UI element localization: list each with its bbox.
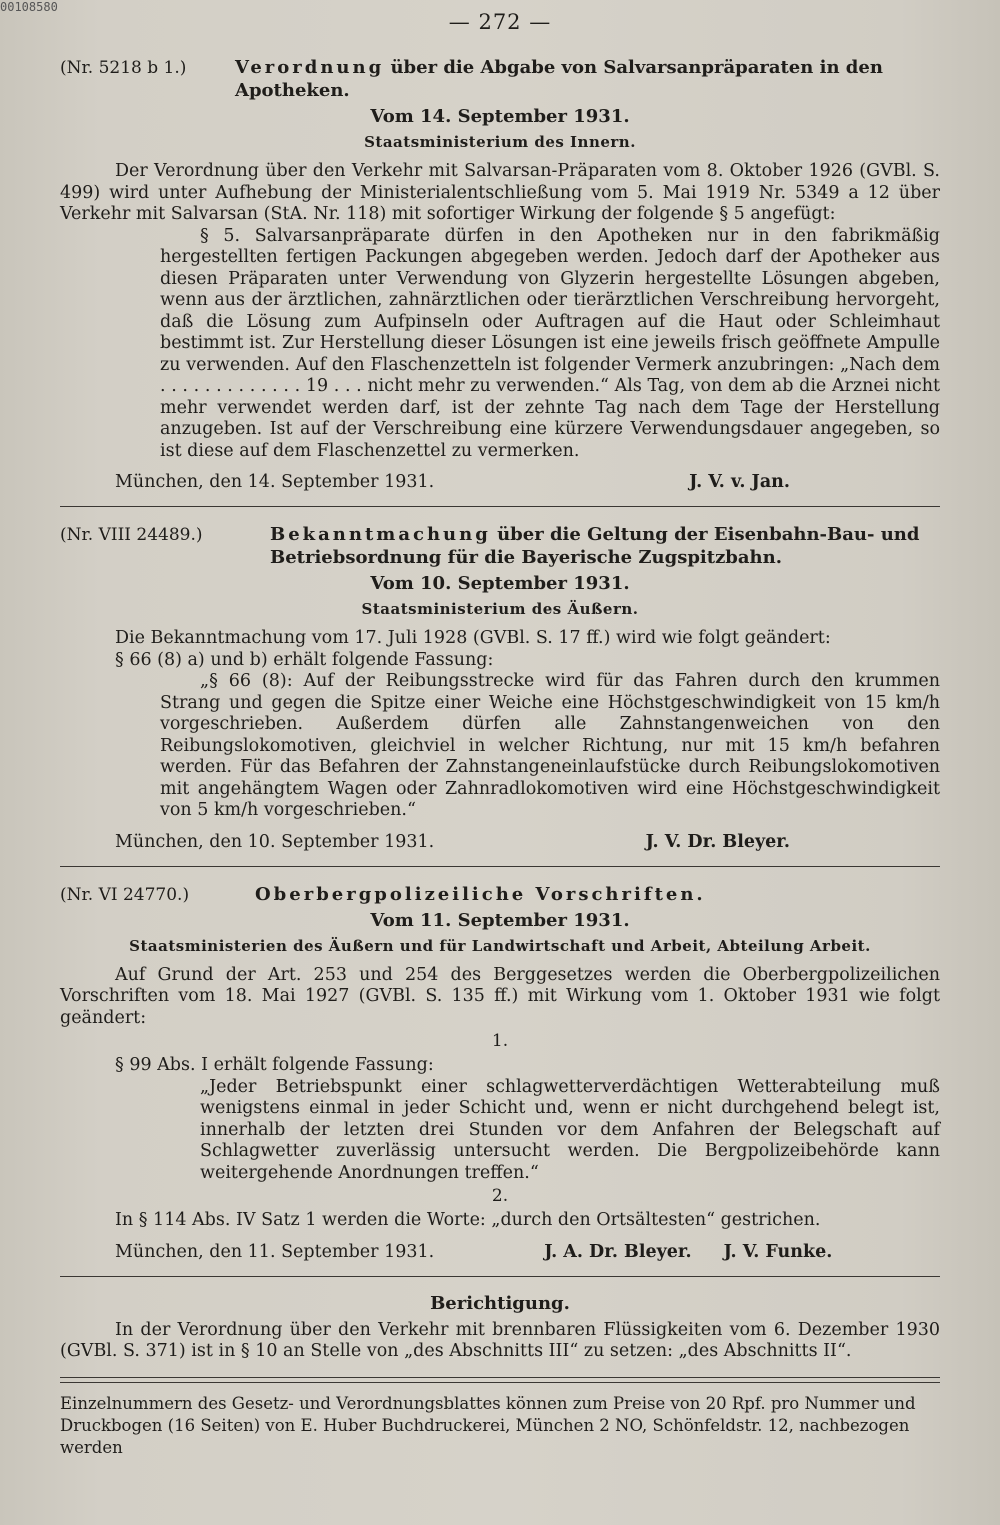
corner-archive-number: 00108580 (0, 0, 58, 14)
correction-section (60, 1293, 940, 1363)
place-date: München, den 11. September 1931. (115, 1241, 435, 1262)
entry-heading (60, 56, 940, 102)
item-body: „Jeder Betriebspunkt einer schlagwetterverdächtigen Wetterabteilung muß wenigstens einmal in jeder Schicht und, wenn er nicht durchgehend belegt ist, innerhalb der letzten drei Stunden vor dem Anfahren der Belegschaft auf Schlagwetter zuverlässig untersucht werden. Die Bergpolizeibehörde kann weitergehende Anordnungen treffen.“ (200, 1076, 940, 1183)
signature-row (60, 472, 940, 492)
entry-title-keyword: Verordnung (235, 57, 385, 78)
entry-intro: Die Bekanntmachung vom 17. Juli 1928 (GVBl. S. 17 ff.) wird wie folgt geändert: (115, 628, 831, 648)
entry-title (270, 523, 940, 569)
entry-heading (60, 523, 940, 569)
item-intro: § 99 Abs. I erhält folgende Fassung: (115, 1055, 434, 1075)
entry-authority: Staatsministerien des Äußern und für Landwirtschaft und Arbeit, Abteilung Arbeit. (129, 936, 871, 955)
signer: J. V. Dr. Bleyer. (645, 831, 790, 852)
entry-date: Vom 11. September 1931. (370, 909, 630, 931)
entry-title-rest: über die Geltung der Eisenbahn-Bau- und Betriebsordnung für die Bayerische Zugspitzbahn. (270, 524, 920, 568)
section-divider (60, 506, 940, 507)
entry-title (255, 883, 940, 906)
item-number: 1. (491, 1031, 509, 1051)
signature-row (60, 832, 940, 852)
place-date: München, den 10. September 1931. (115, 831, 435, 852)
entry-authority: Staatsministerium des Innern. (364, 133, 636, 151)
entry-title-keyword: Oberbergpolizeiliche Vorschriften. (255, 883, 706, 905)
item-body: In § 114 Abs. IV Satz 1 werden die Worte: „durch den Ortsältesten“ gestrichen. (115, 1210, 821, 1230)
entry-title-rest: über die Abgabe von Salvarsanpräparaten in den Apotheken. (235, 57, 883, 101)
entry-authority: Staatsministerium des Äußern. (361, 600, 639, 618)
place-date: München, den 14. September 1931. (115, 472, 435, 492)
entry-date: Vom 10. September 1931. (370, 573, 630, 594)
entry-intro-2: § 66 (8) a) und b) erhält folgende Fassung: (115, 649, 494, 670)
entry-reference: (Nr. VIII 24489.) (60, 525, 203, 545)
footer-note: Einzelnummern des Gesetz- und Verordnungsblattes können zum Preise von 20 Rpf. pro Nummer und Druckbogen (16 Seiten) von E. Huber Buchdruckerei, München 2 NO, Schönfeldstr. 12, nachbezogen werden (60, 1393, 916, 1457)
signer: J. A. Dr. Bleyer. (544, 1241, 692, 1262)
signature-row (60, 1242, 940, 1262)
correction-text: In der Verordnung über den Verkehr mit brennbaren Flüssigkeiten vom 6. Dezember 1930 (GVBl. S. 371) ist in § 10 an Stelle von „des Abschnitts III“ zu setzen: „des Abschnitts II“. (60, 1319, 940, 1361)
correction-title: Berichtigung. (430, 1292, 570, 1314)
entry-title (235, 56, 940, 102)
page-number: — 272 — (448, 10, 552, 34)
entry-reference: (Nr. VI 24770.) (60, 884, 190, 905)
entry-zugspitzbahn-notice (60, 523, 940, 852)
entry-body: „§ 66 (8): Auf der Reibungsstrecke wird für das Fahren durch den krummen Strang und gegen die Spitze einer Weiche eine Höchstgeschwindigkeit von 15 km/h vorgeschrieben. Außerdem dürfen alle Zahnstangenweichen von den Reibungslokomotiven, gleichviel in welcher Richtung, nur mit 15 km/h befahren werden. Für das Befahren der Zahnstangeneinlaufstücke durch Reibungslokomotiven mit angehängtem Wagen oder Zahnradlokomotiven wird eine Höchstgeschwindigkeit von 5 km/h vorgeschrieben.“ (160, 671, 940, 820)
footer-divider (60, 1382, 940, 1383)
entry-intro: Der Verordnung über den Verkehr mit Salvarsan-Präparaten vom 8. Oktober 1926 (GVBl. S. 499) wird unter Aufhebung der Ministerialentschließung vom 5. Mai 1919 Nr. 5349 a 12 über Verkehr mit Salvarsan (StA. Nr. 118) mit sofortiger Wirkung der folgende § 5 angefügt: (60, 161, 940, 224)
item-number: 2. (491, 1186, 509, 1206)
entry-body: § 5. Salvarsanpräparate dürfen in den Apotheken nur in den fabrikmäßig hergestellten fertigen Packungen abgegeben werden. Jedoch darf der Apotheker aus diesen Präparaten unter Verwendung von Glyzerin hergestellte Lösungen abgeben, wenn aus der ärztlichen, zahnärztlichen oder tierärztlichen Verschreibung hervorgeht, daß die Lösung zum Aufpinseln oder Auftragen auf die Haut oder Schleimhaut bestimmt ist. Zur Herstellung dieser Lösungen ist eine jeweils frisch geöffnete Ampulle zu verwenden. Auf den Flaschenzetteln ist folgender Vermerk anzubringen: „Nach dem . . . . . . . . . . . . . 19 . . . nicht mehr zu verwenden.“ Als Tag, von dem ab die Arznei nicht mehr verwendet werden darf, ist der zehnte Tag nach dem Tage der Herstellung anzugeben. Ist auf der Verschreibung eine kürzere Verwendungsdauer angegeben, so ist diese auf dem Flaschenzettel zu vermerken. (160, 225, 940, 461)
entry-date: Vom 14. September 1931. (370, 106, 630, 127)
entry-reference: (Nr. 5218 b 1.) (60, 58, 187, 78)
footer-divider (60, 1377, 940, 1378)
entry-mining-regulations (60, 883, 940, 1262)
entry-heading (60, 883, 940, 906)
signer-2: J. V. Funke. (723, 1241, 833, 1262)
section-divider (60, 866, 940, 867)
section-divider (60, 1276, 940, 1277)
entry-intro: Auf Grund der Art. 253 und 254 des Berggesetzes werden die Oberbergpolizeilichen Vorschriften vom 18. Mai 1927 (GVBl. S. 135 ff.) mit Wirkung vom 1. Oktober 1931 wie folgt geändert: (60, 964, 940, 1028)
footer-rules (60, 1377, 940, 1383)
entry-title-keyword: Bekanntmachung (270, 524, 491, 545)
entry-salvarsan-ordinance (60, 56, 940, 492)
signer: J. V. v. Jan. (689, 472, 790, 492)
